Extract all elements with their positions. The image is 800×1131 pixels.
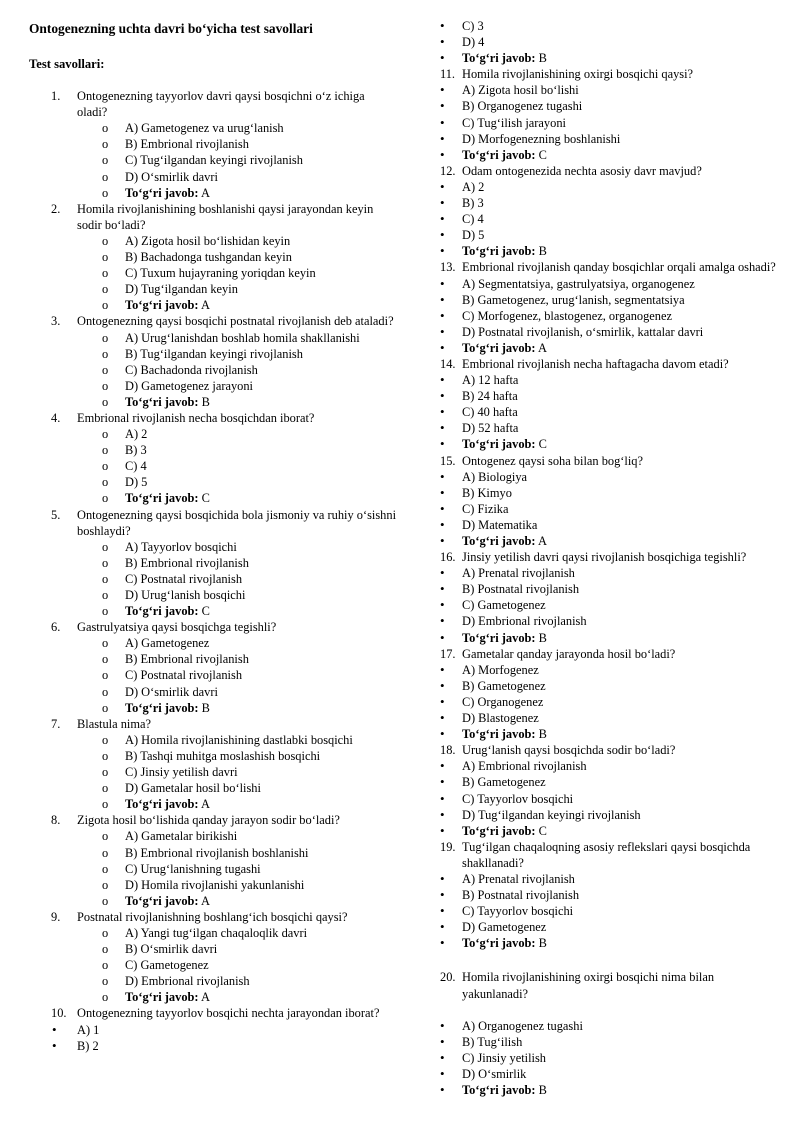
question-number: 12. <box>440 163 456 178</box>
answer-label: To‘g‘ri javob: <box>462 936 536 951</box>
option-item: • B) Kimyo <box>440 485 785 501</box>
option-item: • C) 4 <box>440 211 785 227</box>
option-item: o C) Jinsiy yetilish davri <box>29 764 404 780</box>
question-block <box>440 453 785 550</box>
option-item: o A) Gametogenez va urug‘lanish <box>29 120 404 136</box>
document-title: Ontogenezning uchta davri bo‘yicha test savollari <box>29 21 313 36</box>
option-item: • C) Tayyorlov bosqichi <box>440 791 785 807</box>
question-block <box>440 259 785 356</box>
option-item: • D) O‘smirlik <box>440 1066 785 1082</box>
answer-value: B <box>201 394 210 409</box>
question-block <box>29 619 404 716</box>
answer-item <box>440 436 785 452</box>
option-item: • A) Organogenez tugashi <box>440 1018 785 1034</box>
answer-label: To‘g‘ri javob: <box>462 534 536 548</box>
option-item: o B) Bachadonga tushgandan keyin <box>29 249 404 265</box>
question-block <box>29 88 404 201</box>
question-text: Ontogenezning tayyorlov davri qaysi bosqichni o‘z ichiga oladi? <box>77 89 365 120</box>
answer-label: To‘g‘ri javob: <box>462 437 536 452</box>
option-item: o A) Gametalar birikishi <box>29 828 404 844</box>
answer-value: A <box>200 298 210 313</box>
option-item: • A) Biologiya <box>440 469 785 485</box>
option-item: • D) Morfogenezning boshlanishi <box>440 131 785 147</box>
answer-label: To‘g‘ri javob: <box>125 797 199 812</box>
option-item: • A) 1 <box>29 1022 404 1038</box>
option-item: • B) Postnatal rivojlanish <box>440 887 785 903</box>
answer-label: To‘g‘ri javob: <box>462 630 536 645</box>
question-number: 10. <box>51 1006 67 1021</box>
option-item: • B) 24 hafta <box>440 388 785 404</box>
option-item: o D) Gametogenez jarayoni <box>29 378 404 394</box>
option-item: • A) Zigota hosil bo‘lishi <box>440 82 785 98</box>
question-block <box>29 716 404 813</box>
option-item: • C) 3 <box>440 18 785 34</box>
answer-value: A <box>200 797 210 812</box>
option-item: o D) Urug‘lanish bosqichi <box>29 587 404 603</box>
question-number: 20. <box>440 970 456 985</box>
answer-value: B <box>538 51 547 66</box>
answer-value: A <box>537 534 547 548</box>
question-text: Homila rivojlanishining boshlanishi qaysi jarayondan keyin sodir bo‘ladi? <box>77 201 374 232</box>
option-item: o B) O‘smirlik davri <box>29 941 404 957</box>
option-item: • C) Fizika <box>440 501 785 517</box>
answer-label: To‘g‘ri javob: <box>462 1083 536 1097</box>
option-item: • A) Prenatal rivojlanish <box>440 565 785 581</box>
answer-item <box>29 394 404 410</box>
option-item: • D) 5 <box>440 227 785 243</box>
answer-item <box>29 989 404 1005</box>
option-item: • D) 4 <box>440 34 785 50</box>
question-number: 3. <box>51 314 61 329</box>
answer-item <box>440 1082 785 1098</box>
answer-item <box>440 147 785 163</box>
option-item: • D) Tug‘ilgandan keyingi rivojlanish <box>440 807 785 823</box>
answer-value: A <box>537 340 547 355</box>
question-text: Embrional rivojlanish qanday bosqichlar orqali amalga oshadi? <box>462 260 776 275</box>
question-block <box>440 742 785 839</box>
question-block <box>29 507 404 620</box>
option-item: o C) Urug‘lanishning tugashi <box>29 861 404 877</box>
question-block <box>29 1005 404 1053</box>
answer-item <box>29 700 404 716</box>
option-item: • C) Organogenez <box>440 694 785 710</box>
answer-item <box>29 185 404 201</box>
question-block <box>440 969 785 1098</box>
answer-item <box>440 823 785 839</box>
answer-item <box>440 340 785 356</box>
option-item: • A) Morfogenez <box>440 662 785 678</box>
option-item: o D) O‘smirlik davri <box>29 169 404 185</box>
question-block <box>29 909 404 1006</box>
option-item: o B) 3 <box>29 442 404 458</box>
answer-label: To‘g‘ri javob: <box>462 51 536 66</box>
option-item: • A) Prenatal rivojlanish <box>440 871 785 887</box>
answer-label: To‘g‘ri javob: <box>462 147 536 162</box>
question-number: 1. <box>51 89 61 104</box>
question-text: Tug‘ilgan chaqaloqning asosiy reflekslari qaysi bosqichda shakllanadi? <box>462 839 751 870</box>
answer-label: To‘g‘ri javob: <box>125 990 199 1005</box>
option-item: o A) Zigota hosil bo‘lishidan keyin <box>29 233 404 249</box>
question-text: Embrional rivojlanish necha haftagacha davom etadi? <box>462 356 729 371</box>
question-text: Embrional rivojlanish necha bosqichdan iborat? <box>77 410 315 425</box>
option-item: o C) Gametogenez <box>29 957 404 973</box>
option-item: o B) Embrional rivojlanish <box>29 136 404 152</box>
question-number: 15. <box>440 453 456 468</box>
option-item: o D) Homila rivojlanishi yakunlanishi <box>29 877 404 893</box>
question-text: Ontogenez qaysi soha bilan bog‘liq? <box>462 453 643 468</box>
option-item: o A) Yangi tug‘ilgan chaqaloqlik davri <box>29 925 404 941</box>
answer-value: C <box>201 604 210 619</box>
answer-item <box>29 893 404 909</box>
question-text: Blastula nima? <box>77 716 151 731</box>
answer-value: C <box>538 823 547 838</box>
answer-label: To‘g‘ri javob: <box>125 394 199 409</box>
answer-value: C <box>201 491 210 506</box>
option-item: • C) Tayyorlov bosqichi <box>440 903 785 919</box>
answer-value: B <box>538 727 547 742</box>
question-block <box>440 646 785 743</box>
question-number: 5. <box>51 507 61 522</box>
question-number: 18. <box>440 743 456 758</box>
left-column <box>29 0 404 1054</box>
question-continuation <box>440 18 785 66</box>
answer-item <box>440 50 785 66</box>
answer-item <box>440 243 785 259</box>
option-item: • B) Organogenez tugashi <box>440 98 785 114</box>
question-text: Jinsiy yetilish davri qaysi rivojlanish bosqichiga tegishli? <box>462 550 747 565</box>
question-number: 19. <box>440 839 456 854</box>
option-item: o B) Tashqi muhitga moslashish bosqichi <box>29 748 404 764</box>
option-item: • B) Tug‘ilish <box>440 1034 785 1050</box>
question-number: 4. <box>51 410 61 425</box>
option-item: o C) Bachadonda rivojlanish <box>29 362 404 378</box>
option-item: • B) Gametogenez <box>440 678 785 694</box>
right-column <box>440 0 785 1098</box>
spacer <box>440 951 785 969</box>
answer-value: B <box>538 244 547 259</box>
option-item: o C) 4 <box>29 458 404 474</box>
option-item: • A) 2 <box>440 179 785 195</box>
answer-value: A <box>200 990 210 1005</box>
answer-label: To‘g‘ri javob: <box>125 604 199 619</box>
answer-item <box>29 490 404 506</box>
question-text: Urug‘lanish qaysi bosqichda sodir bo‘ladi? <box>462 743 676 758</box>
answer-label: To‘g‘ri javob: <box>462 244 536 259</box>
question-text: Homila rivojlanishining oxirgi bosqichi nima bilan yakunlanadi? <box>462 970 715 1001</box>
question-block <box>440 839 785 952</box>
option-item: o D) Embrional rivojlanish <box>29 973 404 989</box>
question-number: 14. <box>440 356 456 371</box>
answer-value: A <box>200 893 210 908</box>
answer-value: B <box>538 936 547 951</box>
answer-item <box>29 796 404 812</box>
answer-value: B <box>201 700 210 715</box>
answer-item <box>440 630 785 646</box>
answer-item <box>440 726 785 742</box>
answer-value: C <box>538 147 547 162</box>
answer-item <box>29 603 404 619</box>
answer-label: To‘g‘ri javob: <box>125 893 199 908</box>
option-item: • D) Blastogenez <box>440 710 785 726</box>
question-block <box>29 410 404 507</box>
answer-label: To‘g‘ri javob: <box>125 491 199 506</box>
question-number: 16. <box>440 550 456 565</box>
answer-label: To‘g‘ri javob: <box>462 823 536 838</box>
section-subtitle: Test savollari: <box>29 57 105 71</box>
answer-item <box>440 935 785 951</box>
option-item: o D) Tug‘ilgandan keyin <box>29 281 404 297</box>
answer-value: B <box>538 1083 547 1097</box>
question-text: Ontogenezning qaysi bosqichi postnatal rivojlanish deb ataladi? <box>77 314 394 329</box>
option-item: o B) Embrional rivojlanish <box>29 651 404 667</box>
answer-label: To‘g‘ri javob: <box>125 298 199 313</box>
question-number: 6. <box>51 620 61 635</box>
option-item: • D) Embrional rivojlanish <box>440 613 785 629</box>
question-number: 7. <box>51 716 61 731</box>
option-item: • B) Postnatal rivojlanish <box>440 581 785 597</box>
answer-value: C <box>538 437 547 452</box>
option-item: o A) Urug‘lanishdan boshlab homila shakllanishi <box>29 330 404 346</box>
question-text: Homila rivojlanishining oxirgi bosqichi qaysi? <box>462 67 694 82</box>
option-item: o A) Gametogenez <box>29 635 404 651</box>
question-block <box>440 356 785 453</box>
question-text: Odam ontogenezida nechta asosiy davr mavjud? <box>462 163 702 178</box>
option-item: • A) Embrional rivojlanish <box>440 758 785 774</box>
option-item: • B) Gametogenez, urug‘lanish, segmentatsiya <box>440 292 785 308</box>
option-item: o B) Embrional rivojlanish boshlanishi <box>29 845 404 861</box>
question-number: 17. <box>440 646 456 661</box>
question-text: Zigota hosil bo‘lishida qanday jarayon sodir bo‘ladi? <box>77 813 340 828</box>
option-item: o D) 5 <box>29 474 404 490</box>
option-item: • D) 52 hafta <box>440 420 785 436</box>
option-item: • B) 3 <box>440 195 785 211</box>
question-number: 2. <box>51 201 61 216</box>
option-item: • B) 2 <box>29 1038 404 1054</box>
answer-item <box>440 533 785 549</box>
option-item: • D) Postnatal rivojlanish, o‘smirlik, kattalar davri <box>440 324 785 340</box>
option-item: o D) Gametalar hosil bo‘lishi <box>29 780 404 796</box>
answer-label: To‘g‘ri javob: <box>462 727 536 742</box>
question-block <box>29 812 404 909</box>
question-block <box>440 549 785 646</box>
option-item: • C) Gametogenez <box>440 597 785 613</box>
option-item: o A) 2 <box>29 426 404 442</box>
question-block <box>440 163 785 260</box>
option-item: • D) Gametogenez <box>440 919 785 935</box>
option-item: • C) Morfogenez, blastogenez, organogenez <box>440 308 785 324</box>
question-number: 11. <box>440 67 456 82</box>
option-item: o D) O‘smirlik davri <box>29 684 404 700</box>
question-block <box>440 66 785 163</box>
question-text: Ontogenezning tayyorlov bosqichi nechta jarayondan iborat? <box>77 1006 380 1021</box>
answer-label: To‘g‘ri javob: <box>125 185 199 200</box>
answer-value: B <box>538 630 547 645</box>
option-item: • A) Segmentatsiya, gastrulyatsiya, organogenez <box>440 276 785 292</box>
option-item: • A) 12 hafta <box>440 372 785 388</box>
answer-value: A <box>200 185 210 200</box>
question-block <box>29 313 404 410</box>
option-item: • B) Gametogenez <box>440 774 785 790</box>
question-text: Gastrulyatsiya qaysi bosqichga tegishli? <box>77 620 277 635</box>
option-item: o C) Tuxum hujayraning yoriqdan keyin <box>29 265 404 281</box>
option-item: o B) Tug‘ilgandan keyingi rivojlanish <box>29 346 404 362</box>
option-item: o A) Tayyorlov bosqichi <box>29 539 404 555</box>
question-number: 8. <box>51 813 61 828</box>
option-item: • C) 40 hafta <box>440 404 785 420</box>
option-item: • C) Jinsiy yetilish <box>440 1050 785 1066</box>
answer-item <box>29 297 404 313</box>
question-number: 13. <box>440 260 456 275</box>
answer-label: To‘g‘ri javob: <box>125 700 199 715</box>
question-block <box>29 201 404 314</box>
option-item: o C) Postnatal rivojlanish <box>29 571 404 587</box>
question-text: Gametalar qanday jarayonda hosil bo‘ladi? <box>462 646 676 661</box>
question-text: Ontogenezning qaysi bosqichida bola jismoniy va ruhiy o‘sishni boshlaydi? <box>77 507 397 538</box>
option-item: o B) Embrional rivojlanish <box>29 555 404 571</box>
question-number: 9. <box>51 909 61 924</box>
option-item: o C) Tug‘ilgandan keyingi rivojlanish <box>29 152 404 168</box>
spacer <box>440 1002 785 1018</box>
option-item: o A) Homila rivojlanishining dastlabki bosqichi <box>29 732 404 748</box>
question-text: Postnatal rivojlanishning boshlang‘ich bosqichi qaysi? <box>77 909 348 924</box>
answer-label: To‘g‘ri javob: <box>462 340 536 355</box>
option-item: • D) Matematika <box>440 517 785 533</box>
option-item: o C) Postnatal rivojlanish <box>29 667 404 683</box>
option-item: • C) Tug‘ilish jarayoni <box>440 115 785 131</box>
